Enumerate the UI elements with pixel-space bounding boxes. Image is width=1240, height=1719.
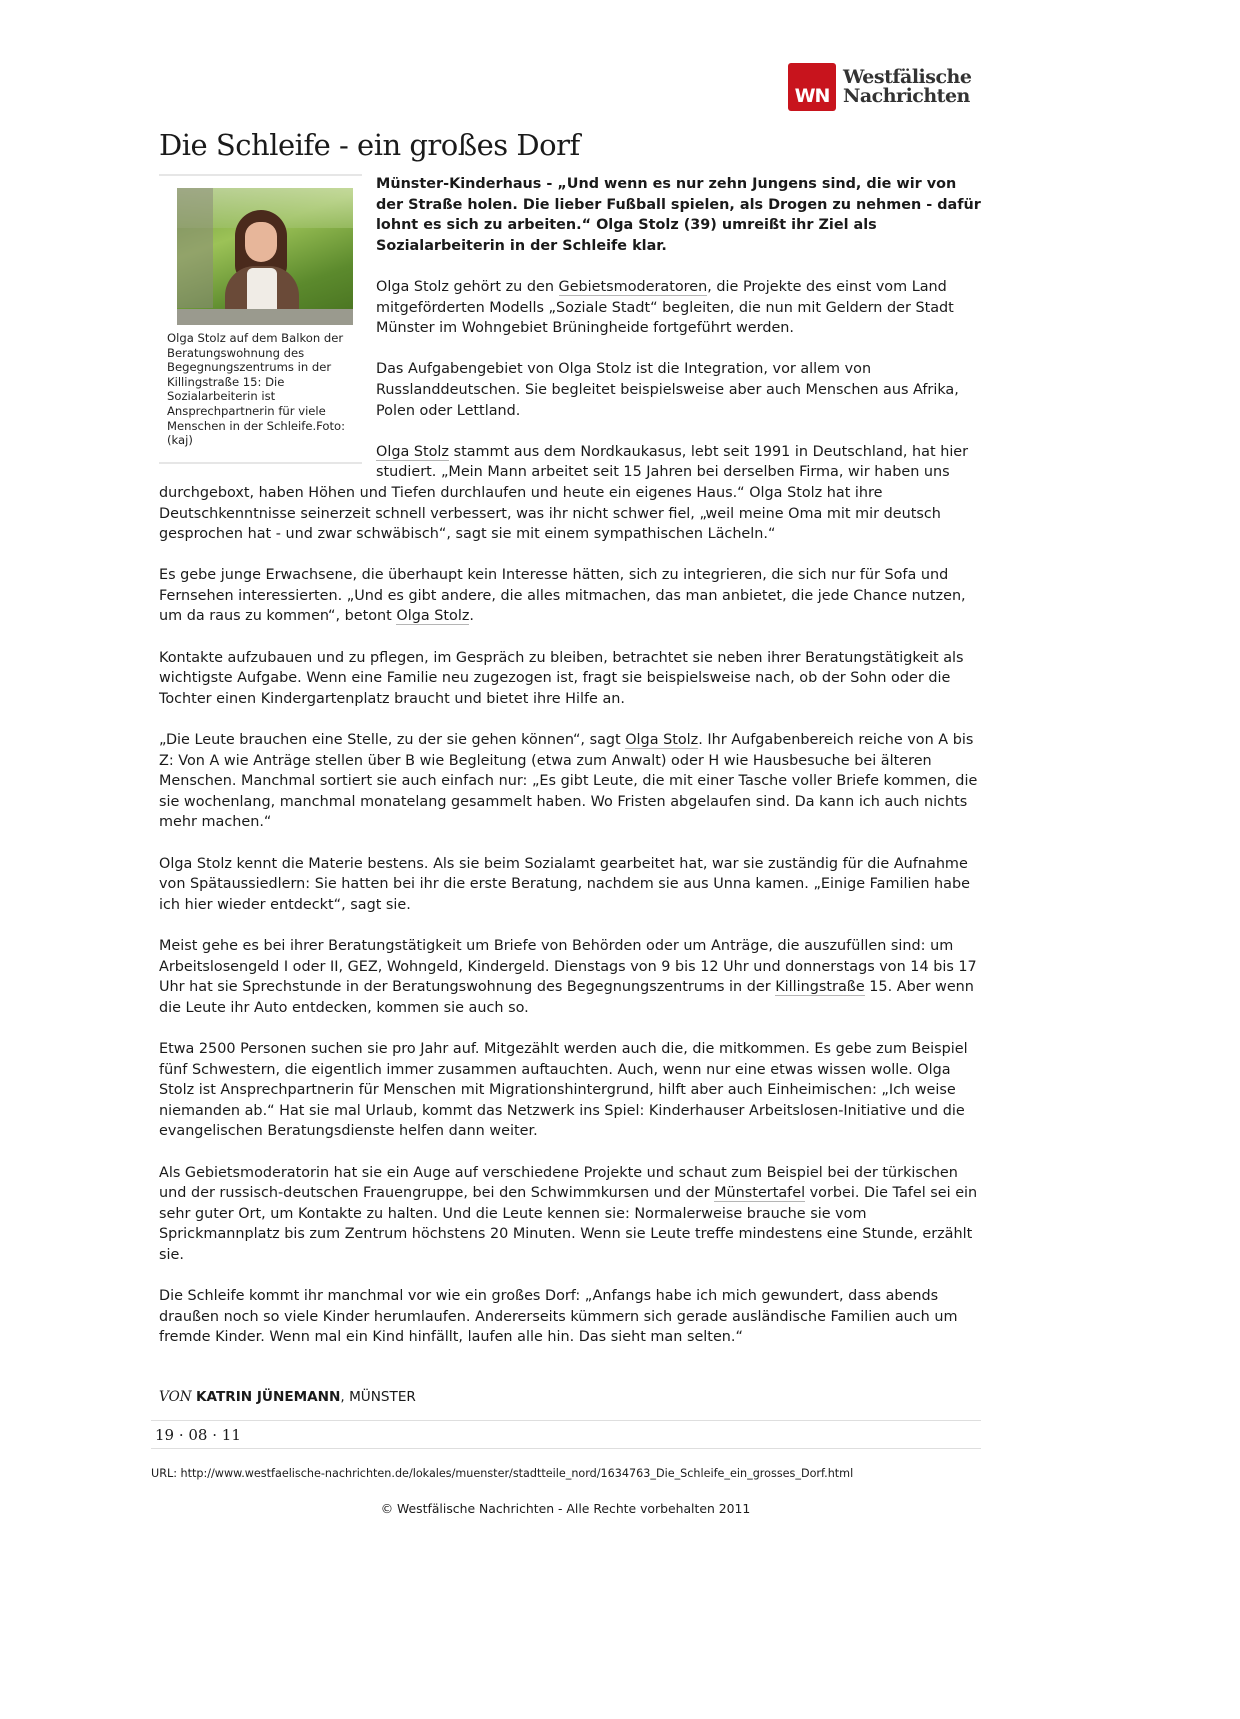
photo-person-face xyxy=(245,222,277,262)
byline-author: KATRIN JÜNEMANN xyxy=(195,1389,341,1405)
link-olga-stolz[interactable]: Olga Stolz xyxy=(396,608,470,625)
article-paragraph-6 xyxy=(159,730,981,833)
article-url[interactable]: URL: http://www.westfaelische-nachrichten.de/lokales/muenster/stadtteile_nord/1634763_Die_Schleife_ein_grosses_Dorf.html xyxy=(151,1467,854,1480)
photo-caption: Olga Stolz auf dem Balkon der Beratungswohnung des Begegnungszentrums in der Killingstraße 15: Die Sozialarbeiterin ist Ansprechpartnerin für viele Menschen in der Schleife.Foto: (kaj) xyxy=(167,331,346,448)
text-segment: Es gebe junge Erwachsene, die überhaupt kein Interesse hätten, sich zu integrieren, die sich nur für Sofa und Fernsehen interessierten. „Und es gibt andere, die alles mitmachen, das man anbietet, die jede Chance nutzen, um da raus zu kommen“, betont xyxy=(159,567,966,625)
photo-balcony-rail xyxy=(177,309,353,325)
divider-bottom xyxy=(151,1448,981,1449)
article-paragraph-5: Kontakte aufzubauen und zu pflegen, im Gespräch zu bleiben, betrachtet sie neben ihrer Beratungstätigkeit als wichtigste Aufgabe. Wenn eine Familie neu zugezogen ist, fragt sie beispielsweise nach, ob der Sohn oder die Tochter einen Kindergartenplatz braucht und bietet ihre Hilfe an. xyxy=(159,649,964,707)
wn-logo-line2: Nachrichten xyxy=(843,85,970,107)
text-segment: Olga Stolz gehört zu den xyxy=(376,278,559,295)
article-paragraph-10 xyxy=(159,1163,981,1266)
text-segment: „Die Leute brauchen eine Stelle, zu der sie gehen können“, sagt xyxy=(159,732,626,749)
wn-logo-mark xyxy=(788,63,836,111)
copyright-notice: © Westfälische Nachrichten - Alle Rechte vorbehalten 2011 xyxy=(380,1501,751,1516)
link-muenstertafel[interactable]: Münstertafel xyxy=(714,1185,806,1202)
photo-background-building xyxy=(177,188,213,308)
divider-top xyxy=(151,1420,981,1421)
wn-logo-wordmark xyxy=(843,68,971,106)
link-gebietsmoderatoren[interactable]: Gebietsmoderatoren xyxy=(558,278,708,295)
wn-logo-line1: Westfälische xyxy=(843,66,972,88)
article-date: 19 · 08 · 11 xyxy=(155,1426,241,1444)
link-olga-stolz[interactable]: Olga Stolz xyxy=(625,732,699,749)
text-segment: , die Projekte des einst vom Land mitgeförderten Modells „Soziale Stadt“ begleiten, die nun mit Geldern der Stadt Münster im Wohngebiet Brüningheide fortgeführt werden. xyxy=(376,278,954,337)
text-segment: Als Gebietsmoderatorin hat sie ein Auge auf verschiedene Projekte und schaut zum Beispiel bei der türkischen und der russisch-deutschen Frauengruppe, bei den Schwimmkursen und der xyxy=(159,1164,958,1202)
wn-logo[interactable] xyxy=(788,62,983,112)
text-segment: Meist gehe es bei ihrer Beratungstätigkeit um Briefe von Behörden oder um Anträge, die auszufüllen sind: um Arbeitslosengeld I oder II, GEZ, Wohngeld, Kindergeld. Dienstags von 9 bis 12 Uhr und donnerstags von 14 bis 17 Uhr hat sie Sprechstunde in der Beratungswohnung des Begegnungszentrums in der xyxy=(159,937,977,996)
text-segment: vorbei. Die Tafel sei ein sehr guter Ort, um Kontakte zu halten. Und die Leute kennen sie: Normalerweise brauche sie vom Sprickmannplatz bis zum Zentrum höchstens 20 Minuten. Wenn sie Leute treffe mindestens eine Stunde, erzählt sie. xyxy=(159,1185,978,1263)
article-paragraph-8 xyxy=(159,936,981,1018)
link-olga-stolz[interactable]: Olga Stolz xyxy=(376,443,449,460)
wn-logo-abbr: WN xyxy=(794,85,830,107)
article-paragraph-11: Die Schleife kommt ihr manchmal vor wie ein großes Dorf: „Anfangs habe ich mich gewundert, dass abends draußen noch so viele Kinder herumlaufen. Andererseits kümmern sich gerade ausländische Familien auch um fremde Kinder. Wenn mal ein Kind hinfällt, laufen alle hin. Das sieht man selten.“ xyxy=(159,1288,958,1346)
link-killingstrasse[interactable]: Killingstraße xyxy=(775,979,865,996)
article-paragraph-9: Etwa 2500 Personen suchen sie pro Jahr auf. Mitgezählt werden auch die, die mitkommen. Es gebe zum Beispiel fünf Schwestern, die eigentlich immer zusammen auftauchten. Auch, wenn nur eine etwas wissen wolle. Olga Stolz ist Ansprechpartnerin für Menschen mit Migrationshintergrund, hilft aber auch Einheimischen: „Ich weise niemanden ab.“ Hat sie mal Urlaub, kommt das Netzwerk ins Spiel: Kinderhauser Arbeitslosen-Initiative und die evangelischen Beratungsdienste helfen dann weiter. xyxy=(159,1040,968,1140)
photo-figure xyxy=(159,174,362,464)
byline-place: , MÜNSTER xyxy=(340,1389,416,1405)
article-body xyxy=(159,174,981,1368)
article-paragraph-4 xyxy=(159,565,981,627)
text-segment: . xyxy=(469,608,474,625)
article-byline xyxy=(159,1389,416,1405)
text-segment: stammt aus dem Nordkaukasus, lebt seit 1991 in Deutschland, hat hier studiert. „Mein Mann arbeitet seit 15 Jahren bei derselben Firma, wir haben uns durchgeboxt, haben Höhen und Tiefen durchlaufen und heute ein eigenes Haus.“ Olga Stolz hat ihre Deutschkenntnisse seinerzeit schnell verbessert, was ihr nicht schwer fiel, „weil meine Oma mit mir deutsch gesprochen hat - und zwar schwäbisch“, sagt sie mit einem sympathischen Lächeln.“ xyxy=(159,443,969,543)
text-segment: 15. Aber wenn die Leute ihr Auto entdecken, kommen sie auch so. xyxy=(159,979,974,1016)
article-lead: Münster-Kinderhaus - „Und wenn es nur zehn Jungens sind, die wir von der Straße holen. Die lieber Fußball spielen, als Drogen zu nehmen - dafür lohnt es sich zu arbeiten.“ Olga Stolz (39) umreißt ihr Ziel als Sozialarbeiterin in der Schleife klar. xyxy=(376,176,981,254)
article-headline: Die Schleife - ein großes Dorf xyxy=(159,128,580,162)
byline-von: VON xyxy=(159,1389,192,1405)
article-paragraph-2: Das Aufgabengebiet von Olga Stolz ist die Integration, vor allem von Russlanddeutschen. Sie begleitet beispielsweise aber auch Menschen aus Afrika, Polen oder Lettland. xyxy=(376,361,959,419)
article-paragraph-7: Olga Stolz kennt die Materie bestens. Als sie beim Sozialamt gearbeitet hat, war sie zuständig für die Aufnahme von Spätaussiedlern: Sie hatten bei ihr die erste Beratung, nachdem sie aus Unna kamen. „Einige Familien habe ich hier wieder entdeckt“, sagt sie. xyxy=(159,855,970,913)
text-segment: . Ihr Aufgabenbereich reiche von A bis Z: Von A wie Anträge stellen über B wie Begleitung (etwa zum Anwalt) oder H wie Hausbesuche bei älteren Menschen. Manchmal sortiert sie auch einfach nur: „Es gibt Leute, die mit einer Tasche voller Briefe kommen, die sie wochenlang, manchmal monatelang gesammelt haben. Wo Fristen abgelaufen sind. Da kann ich auch nichts mehr machen.“ xyxy=(159,732,978,831)
article-photo[interactable] xyxy=(177,188,353,325)
